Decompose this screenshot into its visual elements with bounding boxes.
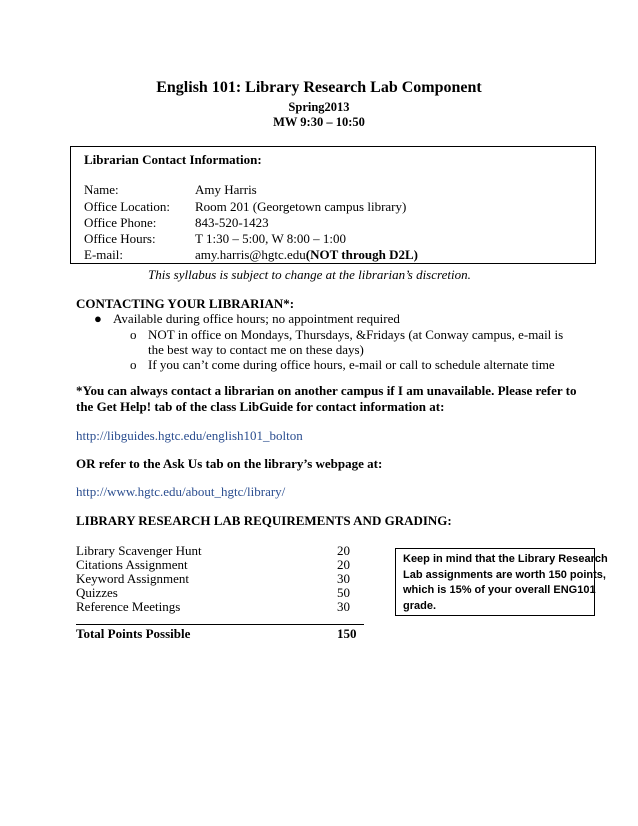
email-link[interactable]: amy.harris@hgtc.edu: [195, 247, 306, 262]
circle-bullet-icon: o: [130, 357, 137, 372]
contact-label: E-mail:: [84, 247, 123, 262]
contact-row-hours: [84, 231, 346, 247]
contact-value: Room 201 (Georgetown campus library): [195, 199, 407, 214]
contact-row-phone: [84, 215, 269, 231]
bullet-office-hours: Available during office hours; no appointment required: [113, 311, 400, 326]
grade-item-points: 50: [337, 585, 350, 600]
semester: Spring2013: [288, 100, 350, 114]
grade-item-points: 20: [337, 543, 350, 558]
contacting-heading: CONTACTING YOUR LIBRARIAN*:: [76, 296, 295, 311]
requirements-heading: LIBRARY RESEARCH LAB REQUIREMENTS AND GRADING:: [76, 513, 452, 528]
grade-item-name: Keyword Assignment: [76, 571, 190, 586]
callout-line: Lab assignments are worth 150 points,: [403, 568, 606, 581]
contact-label: Name:: [84, 182, 119, 197]
contact-label: Office Phone:: [84, 215, 157, 230]
library-webpage-link[interactable]: http://www.hgtc.edu/about_hgtc/library/: [76, 484, 286, 499]
contact-heading: Librarian Contact Information:: [84, 152, 262, 167]
contact-value: Amy Harris: [195, 182, 257, 197]
class-schedule: MW 9:30 – 10:50: [273, 115, 365, 129]
sub-bullet-not-in-office-cont: the best way to contact me on these days): [148, 342, 364, 357]
total-label: Total Points Possible: [76, 626, 191, 641]
callout-line: grade.: [403, 599, 437, 612]
contact-row-location: [84, 199, 406, 215]
document-title: English 101: Library Research Lab Component: [156, 79, 482, 96]
grade-item-points: 30: [337, 599, 350, 614]
callout-line: Keep in mind that the Library Research: [403, 553, 608, 565]
libguide-link[interactable]: http://libguides.hgtc.edu/english101_bolton: [76, 428, 303, 443]
grade-item-name: Reference Meetings: [76, 599, 181, 614]
grade-item-points: 20: [337, 557, 350, 572]
librarian-contact-box: [70, 146, 596, 264]
syllabus-disclaimer: This syllabus is subject to change at the librarian’s discretion.: [148, 267, 471, 282]
circle-bullet-icon: o: [130, 327, 137, 342]
total-points: 150: [337, 626, 357, 641]
grade-item-name: Quizzes: [76, 585, 118, 600]
sub-bullet-alternate-time: If you can’t come during office hours, e-mail or call to schedule alternate time: [148, 357, 555, 372]
contact-value: 843-520-1423: [195, 215, 269, 230]
callout-line: which is 15% of your overall ENG101: [403, 584, 596, 596]
bullet-dot-icon: ●: [94, 311, 102, 326]
ask-us-instruction: OR refer to the Ask Us tab on the library’s webpage at:: [76, 456, 383, 471]
grade-item-points: 30: [337, 571, 350, 586]
grade-item-name: Library Scavenger Hunt: [76, 543, 202, 558]
other-campus-note: *You can always contact a librarian on another campus if I am unavailable. Please refer to: [76, 383, 577, 398]
sub-bullet-not-in-office: NOT in office on Mondays, Thursdays, &Fridays (at Conway campus, e-mail is: [148, 327, 564, 342]
contact-row-email: [84, 247, 418, 263]
contact-value: T 1:30 – 5:00, W 8:00 – 1:00: [195, 231, 346, 246]
other-campus-note-cont: the Get Help! tab of the class LibGuide for contact information at:: [76, 399, 445, 414]
grade-item-name: Citations Assignment: [76, 557, 188, 572]
contact-label: Office Location:: [84, 199, 171, 214]
total-divider: [76, 624, 364, 625]
contact-row-name: [84, 182, 257, 198]
points-callout-box: [395, 548, 608, 616]
contact-label: Office Hours:: [84, 231, 156, 246]
email-note: (NOT through D2L): [305, 247, 418, 262]
